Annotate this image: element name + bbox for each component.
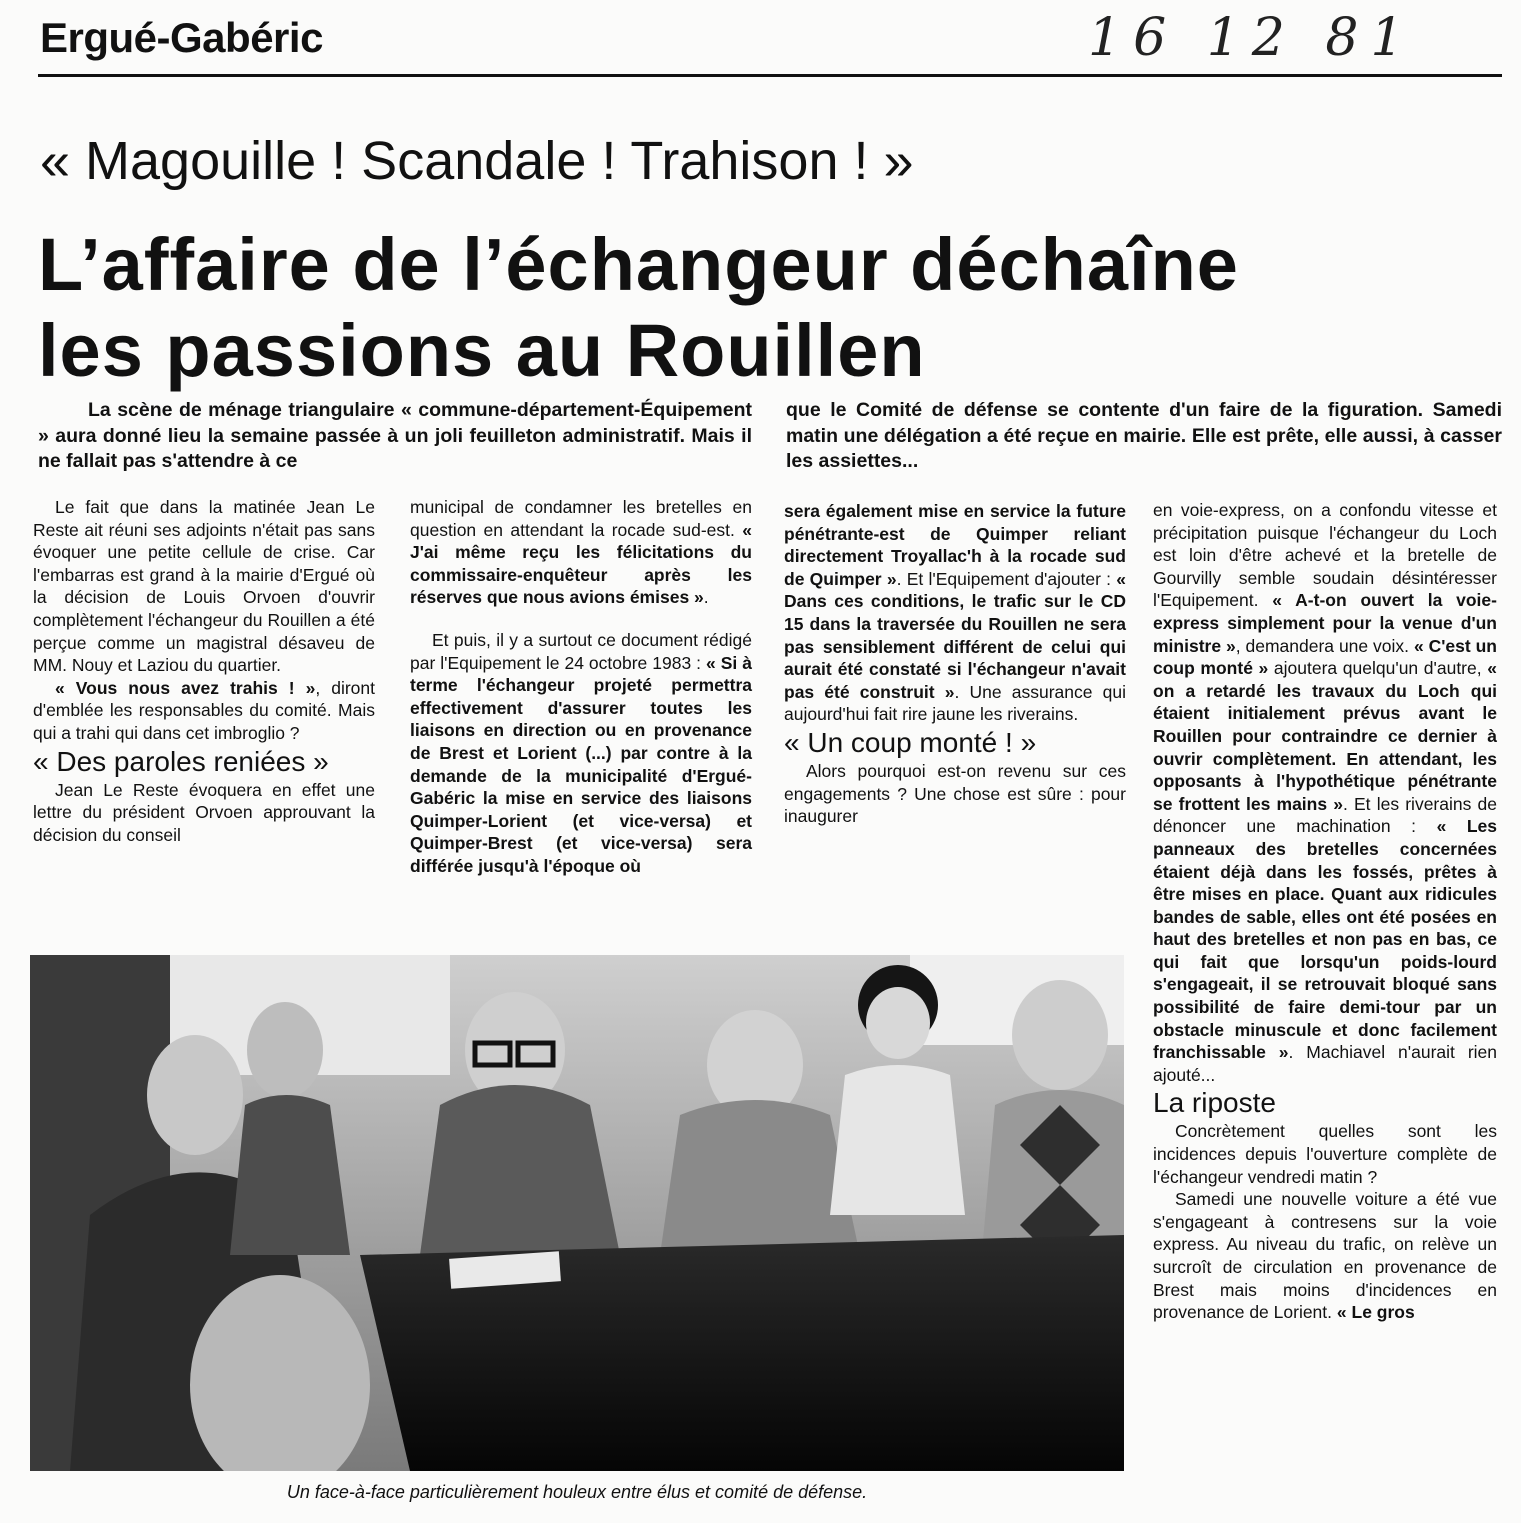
header-rule: [38, 74, 1502, 77]
column-1: [33, 496, 375, 846]
quote: « A-t-on ouvert la voie-express simplement pour la venue d'un ministre »: [1153, 590, 1497, 656]
lead-left-text: La scène de ménage triangulaire « commune-département-Équipement » aura donné lieu la semaine passée à un joli feuilleton administratif. Mais il ne fallait pas s'attendre à ce: [38, 399, 752, 472]
text: . Et les riverains de dénoncer une machination :: [1153, 793, 1497, 837]
lead-left: [38, 398, 752, 475]
text: , demandera une voix.: [1235, 635, 1410, 656]
quote: sera également mise en service la future pénétrante-est de Quimper reliant directement Troyallac'h à la rocade sud de Quimper »: [784, 501, 1126, 589]
quote: « Le gros: [1336, 1302, 1415, 1323]
text: en voie-express, on a confondu vitesse et précipitation puisque l'échangeur du Loch est loin d'être achevé et la bretelle de Gourvilly semble soudain désintéresser l'Equipement.: [1153, 500, 1497, 611]
meeting-photo: [30, 955, 1124, 1471]
quote: « on a retardé les travaux du Loch qui étaient initialement prévus avant le Rouillen pour contraindre ce dernier à ouvrir complètement. En attendant, les opposants à l'hypothétique pénétrante se frottent les mains »: [1153, 658, 1497, 814]
paragraph: [1153, 499, 1497, 1086]
section-title: Ergué-Gabéric: [40, 14, 323, 61]
paragraph: [33, 677, 375, 745]
quote: « C'est un coup monté »: [1153, 635, 1497, 679]
paragraph: Jean Le Reste évoquera en effet une lettre du président Orvoen approuvant la décision du conseil: [33, 779, 375, 845]
text: . Et l'Equipement d'ajouter :: [896, 568, 1112, 589]
quote: « Si à terme l'échangeur projeté permettra effectivement d'assurer toutes les liaisons en direction ou en provenance de Brest et Lorient (...) par contre à la demande de la municipalité d'Ergué-Gabéric la mise en service des liaisons Quimper-Lorient (et vice-versa) et Quimper-Brest (et vice-versa) sera différée jusqu'à l'époque où: [410, 652, 752, 876]
paragraph: [410, 496, 752, 609]
quote: « Dans ces conditions, le trafic sur le CD 15 dans la traversée du Rouillen ne sera pas sensiblement différent de celui qui aurait été constaté si l'échangeur n'avait pas été construit »: [784, 568, 1126, 702]
quote: « J'ai même reçu les félicitations du commissaire-enquêteur après les réserves que nous avions émises »: [410, 519, 752, 608]
kicker: « Magouille ! Scandale ! Trahison ! »: [40, 131, 914, 191]
lead-right: que le Comité de défense se contente d'un faire de la figuration. Samedi matin une délégation a été reçue en mairie. Elle est prête, elle aussi, à casser les assiettes...: [786, 399, 1502, 472]
subheading: « Des paroles reniées »: [33, 745, 329, 777]
quote: « Vous nous avez trahis ! »: [55, 677, 316, 698]
paragraph: [1153, 1188, 1497, 1324]
text: municipal de condamner les bretelles en question en attendant la rocade sud-est.: [410, 497, 752, 540]
subheading: La riposte: [1153, 1087, 1276, 1119]
headline-line-2: les passions au Rouillen: [38, 309, 926, 392]
paragraph: [410, 629, 752, 878]
text: .: [703, 587, 709, 608]
text: , diront d'emblée les responsables du comité. Mais qui a trahi qui dans cet imbroglio ?: [33, 677, 376, 743]
headline: [38, 222, 1239, 394]
quote: « Les panneaux des bretelles concernées étaient déjà dans les fossés, prêtes à être mises en place. Quant aux ridicules bandes de sable, elles ont été posées en haut des bretelles et non pas en bas, ce qui fait que lorsqu'un poids-lourd s'engageait, il se retrouvait bloqué sans possibilité de faire demi-tour par un obstacle minuscule et donc facilement franchissable »: [1153, 816, 1498, 1063]
column-3: [784, 500, 1126, 828]
text: ajoutera quelqu'un d'autre,: [1268, 658, 1482, 679]
text: Et puis, il y a surtout ce document rédigé par l'Equipement le 24 octobre 1983 :: [410, 629, 752, 673]
column-4: [1153, 499, 1497, 1324]
column-2: [410, 496, 752, 878]
paragraph: Le fait que dans la matinée Jean Le Reste ait réuni ses adjoints n'était pas sans évoquer une petite cellule de crise. Car l'embarras est grand à la mairie d'Ergué où la décision de Louis Orvoen d'ouvrir complètement l'échangeur du Rouillen a été perçue comme un magistral désaveu de MM. Nouy et Laziou du quartier.: [33, 497, 375, 676]
photo-caption: Un face-à-face particulièrement houleux entre élus et comité de défense.: [286, 1482, 868, 1502]
headline-line-1: L’affaire de l’échangeur déchaîne: [38, 223, 1239, 306]
text: Samedi une nouvelle voiture a été vue s'engageant à contresens sur la voie express. Au niveau du trafic, on relève un surcroît de circulation en provenance de Brest mais moins d'incidences en provenance de Lorient.: [1153, 1189, 1497, 1323]
meeting-photo-illustration: [30, 955, 1124, 1471]
text: . Une assurance qui aujourd'hui fait rire jaune les riverains.: [784, 681, 1126, 725]
paragraph: Concrètement quelles sont les incidences depuis l'ouverture complète de l'échangeur vendredi matin ?: [1153, 1121, 1497, 1187]
paragraph: Alors pourquoi est-on revenu sur ces engagements ? Une chose est sûre : pour inaugurer: [784, 760, 1126, 827]
handwritten-date: 16 12 81: [1088, 8, 1416, 68]
paragraph: [784, 500, 1126, 726]
subheading: « Un coup monté ! »: [784, 726, 1037, 758]
text: . Machiavel n'aurait rien ajouté...: [1153, 1042, 1497, 1085]
